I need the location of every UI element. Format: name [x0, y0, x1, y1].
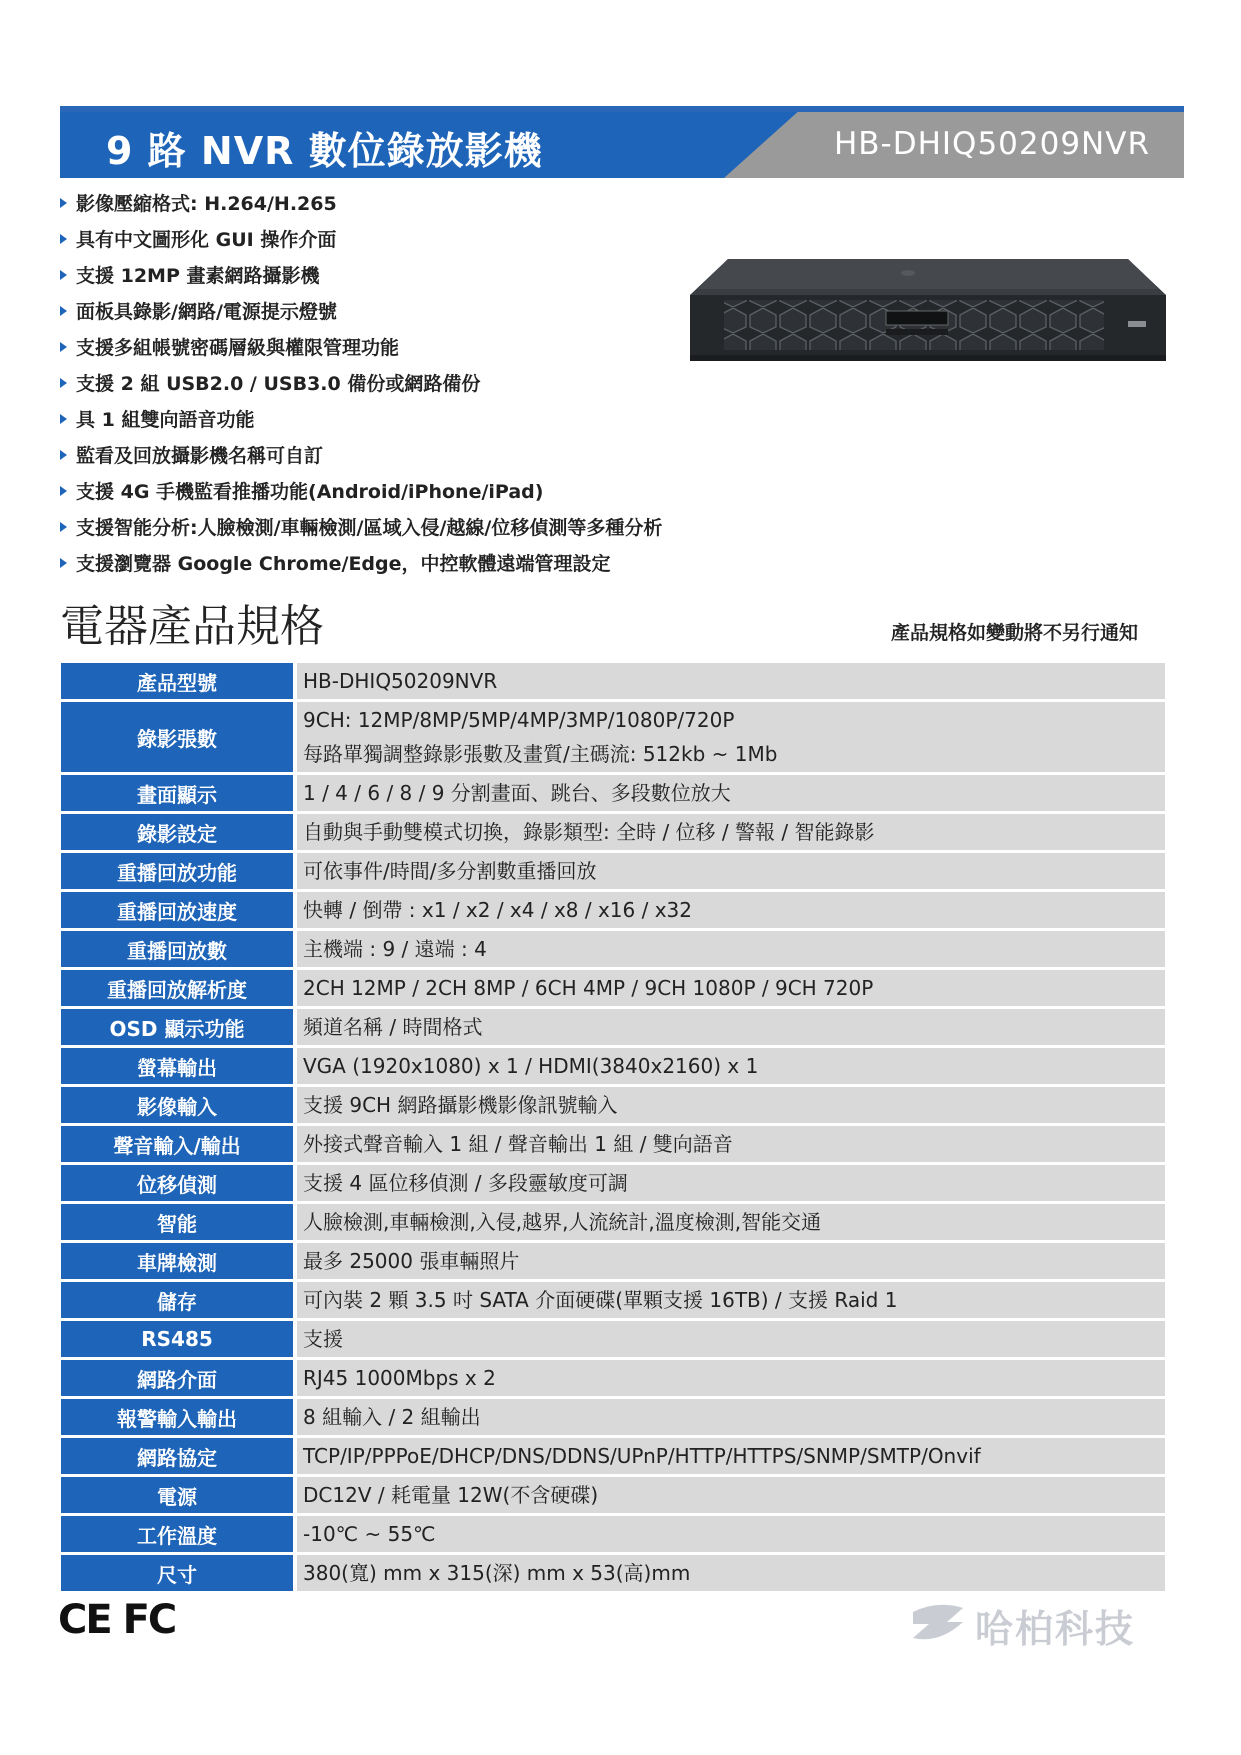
spec-value [297, 775, 1165, 811]
spec-key: 重播回放速度 [61, 892, 297, 928]
spec-value-line: 主機端 : 9 / 遠端 : 4 [303, 937, 487, 961]
feature-text: 支援 2 組 USB2.0 / USB3.0 備份或網路備份 [76, 373, 481, 395]
feature-item [60, 294, 662, 330]
feature-item [60, 438, 662, 474]
table-row [61, 1165, 1165, 1201]
spec-key: 重播回放數 [61, 931, 297, 967]
spec-value [297, 1282, 1165, 1318]
spec-value-line: 快轉 / 倒帶 : x1 / x2 / x4 / x8 / x16 / x32 [303, 898, 692, 922]
table-row [61, 1087, 1165, 1123]
spec-value [297, 1399, 1165, 1435]
spec-value-line: 9CH: 12MP/8MP/5MP/4MP/3MP/1080P/720P [303, 708, 735, 732]
spec-value-line: 自動與手動雙模式切換，錄影類型: 全時 / 位移 / 警報 / 智能錄影 [303, 820, 875, 844]
spec-value-line: 可內裝 2 顆 3.5 吋 SATA 介面硬碟(單顆支援 16TB) / 支援 Raid 1 [303, 1288, 898, 1312]
table-row [61, 1477, 1165, 1513]
spec-value-line: 人臉檢測,車輛檢測,入侵,越界,人流統計,溫度檢測,智能交通 [303, 1210, 822, 1234]
spec-value [297, 663, 1165, 699]
spec-value [297, 1165, 1165, 1201]
bullet-arrow-icon [60, 414, 67, 424]
spec-key: 影像輸入 [61, 1087, 297, 1123]
table-row [61, 1360, 1165, 1396]
spec-key: 報警輸入輸出 [61, 1399, 297, 1435]
bullet-arrow-icon [60, 234, 67, 244]
table-row [61, 1516, 1165, 1552]
spec-key: 螢幕輸出 [61, 1048, 297, 1084]
spec-key: 聲音輸入/輸出 [61, 1126, 297, 1162]
spec-key: OSD 顯示功能 [61, 1009, 297, 1045]
table-row [61, 970, 1165, 1006]
spec-value [297, 702, 1165, 772]
spec-value [297, 853, 1165, 889]
spec-key: 智能 [61, 1204, 297, 1240]
table-row [61, 1243, 1165, 1279]
spec-value [297, 1360, 1165, 1396]
table-row [61, 892, 1165, 928]
spec-value [297, 1126, 1165, 1162]
spec-value [297, 1555, 1165, 1591]
table-row [61, 1438, 1165, 1474]
spec-key: 產品型號 [61, 663, 297, 699]
spec-key: 電源 [61, 1477, 297, 1513]
spec-key: 儲存 [61, 1282, 297, 1318]
spec-key: 工作溫度 [61, 1516, 297, 1552]
feature-text: 支援瀏覽器 Google Chrome/Edge，中控軟體遠端管理設定 [76, 553, 611, 575]
spec-value-line: 最多 25000 張車輛照片 [303, 1249, 520, 1273]
spec-value [297, 931, 1165, 967]
feature-item [60, 474, 662, 510]
bullet-arrow-icon [60, 378, 67, 388]
table-row [61, 1321, 1165, 1357]
nvr-device-image [688, 255, 1168, 365]
table-row [61, 1555, 1165, 1591]
spec-value-line: 可依事件/時間/多分割數重播回放 [303, 859, 597, 883]
spec-table [61, 660, 1165, 1594]
spec-title: 電器產品規格 [60, 601, 324, 652]
spec-value-line: VGA (1920x1080) x 1 / HDMI(3840x2160) x 1 [303, 1054, 759, 1078]
page-title: 9 路 NVR 數位錄放影機 [106, 129, 543, 173]
spec-key: 重播回放解析度 [61, 970, 297, 1006]
feature-text: 面板具錄影/網路/電源提示燈號 [76, 301, 337, 323]
brand-logo [905, 1594, 1185, 1650]
feature-text: 監看及回放攝影機名稱可自訂 [76, 445, 324, 467]
spec-key: 車牌檢測 [61, 1243, 297, 1279]
header-banner [60, 106, 1184, 178]
bullet-arrow-icon [60, 558, 67, 568]
certification-marks: CE FC [58, 1597, 176, 1643]
table-row [61, 702, 1165, 772]
table-row [61, 931, 1165, 967]
banner-top-line [60, 106, 1184, 112]
bullet-arrow-icon [60, 270, 67, 280]
spec-value [297, 1477, 1165, 1513]
spec-value [297, 1438, 1165, 1474]
spec-value [297, 1516, 1165, 1552]
feature-item [60, 330, 662, 366]
spec-value-line: 2CH 12MP / 2CH 8MP / 6CH 4MP / 9CH 1080P / 9CH 720P [303, 976, 874, 1000]
feature-item [60, 186, 662, 222]
spec-value-line: 頻道名稱 / 時間格式 [303, 1015, 483, 1039]
feature-item [60, 510, 662, 546]
table-row [61, 1048, 1165, 1084]
table-row [61, 775, 1165, 811]
spec-value-line: TCP/IP/PPPoE/DHCP/DNS/DDNS/UPnP/HTTP/HTTPS/SNMP/SMTP/Onvif [303, 1444, 981, 1468]
brand-name: 哈柏科技 [975, 1607, 1136, 1651]
spec-value-line: HB-DHIQ50209NVR [303, 669, 498, 693]
spec-value-line: 1 / 4 / 6 / 8 / 9 分割畫面、跳台、多段數位放大 [303, 781, 731, 805]
bullet-arrow-icon [60, 450, 67, 460]
spec-value-line: -10℃ ~ 55℃ [303, 1522, 436, 1546]
table-row [61, 853, 1165, 889]
spec-key: 畫面顯示 [61, 775, 297, 811]
spec-key: 位移偵測 [61, 1165, 297, 1201]
spec-value [297, 1009, 1165, 1045]
bullet-arrow-icon [60, 522, 67, 532]
spec-value [297, 1204, 1165, 1240]
table-row [61, 1126, 1165, 1162]
spec-value-line: 支援 4 區位移偵測 / 多段靈敏度可調 [303, 1171, 628, 1195]
table-row [61, 663, 1165, 699]
feature-text: 支援 4G 手機監看推播功能(Android/iPhone/iPad) [76, 481, 544, 503]
spec-value [297, 1087, 1165, 1123]
spec-value-line: 每路單獨調整錄影張數及畫質/主碼流: 512kb ~ 1Mb [303, 742, 778, 766]
feature-item [60, 546, 662, 582]
brand-logo-icon [907, 1598, 969, 1648]
spec-key: 錄影設定 [61, 814, 297, 850]
spec-value-line: DC12V / 耗電量 12W(不含硬碟) [303, 1483, 599, 1507]
table-row [61, 1009, 1165, 1045]
spec-key: RS485 [61, 1321, 297, 1357]
table-row [61, 814, 1165, 850]
spec-value [297, 1321, 1165, 1357]
bullet-arrow-icon [60, 306, 67, 316]
feature-text: 支援 12MP 畫素網路攝影機 [76, 265, 320, 287]
spec-value-line: 380(寬) mm x 315(深) mm x 53(高)mm [303, 1561, 691, 1585]
spec-value [297, 892, 1165, 928]
feature-text: 支援智能分析:人臉檢測/車輛檢測/區域入侵/越線/位移偵測等多種分析 [76, 517, 663, 539]
spec-value [297, 814, 1165, 850]
spec-key: 網路介面 [61, 1360, 297, 1396]
feature-item [60, 258, 662, 294]
bullet-arrow-icon [60, 486, 67, 496]
bullet-arrow-icon [60, 342, 67, 352]
feature-item [60, 222, 662, 258]
feature-item [60, 402, 662, 438]
spec-value-line: 支援 [303, 1327, 343, 1351]
spec-key: 網路協定 [61, 1438, 297, 1474]
spec-value [297, 1243, 1165, 1279]
spec-value-line: 支援 9CH 網路攝影機影像訊號輸入 [303, 1093, 618, 1117]
table-row [61, 1204, 1165, 1240]
feature-text: 具有中文圖形化 GUI 操作介面 [76, 229, 337, 251]
spec-value-line: 8 組輸入 / 2 組輸出 [303, 1405, 481, 1429]
spec-value-line: 外接式聲音輸入 1 組 / 聲音輸出 1 組 / 雙向語音 [303, 1132, 733, 1156]
spec-key: 尺寸 [61, 1555, 297, 1591]
table-row [61, 1399, 1165, 1435]
model-number: HB-DHIQ50209NVR [833, 126, 1150, 162]
spec-value [297, 970, 1165, 1006]
spec-key: 重播回放功能 [61, 853, 297, 889]
spec-key: 錄影張數 [61, 702, 297, 772]
feature-text: 具 1 組雙向語音功能 [76, 409, 255, 431]
table-row [61, 1282, 1165, 1318]
spec-value-line: RJ45 1000Mbps x 2 [303, 1366, 496, 1390]
feature-text: 影像壓縮格式: H.264/H.265 [76, 193, 337, 215]
spec-value [297, 1048, 1165, 1084]
feature-text: 支援多組帳號密碼層級與權限管理功能 [76, 337, 400, 359]
spec-note: 產品規格如變動將不另行通知 [890, 622, 1138, 644]
bullet-arrow-icon [60, 198, 67, 208]
feature-list [60, 186, 662, 582]
feature-item [60, 366, 662, 402]
